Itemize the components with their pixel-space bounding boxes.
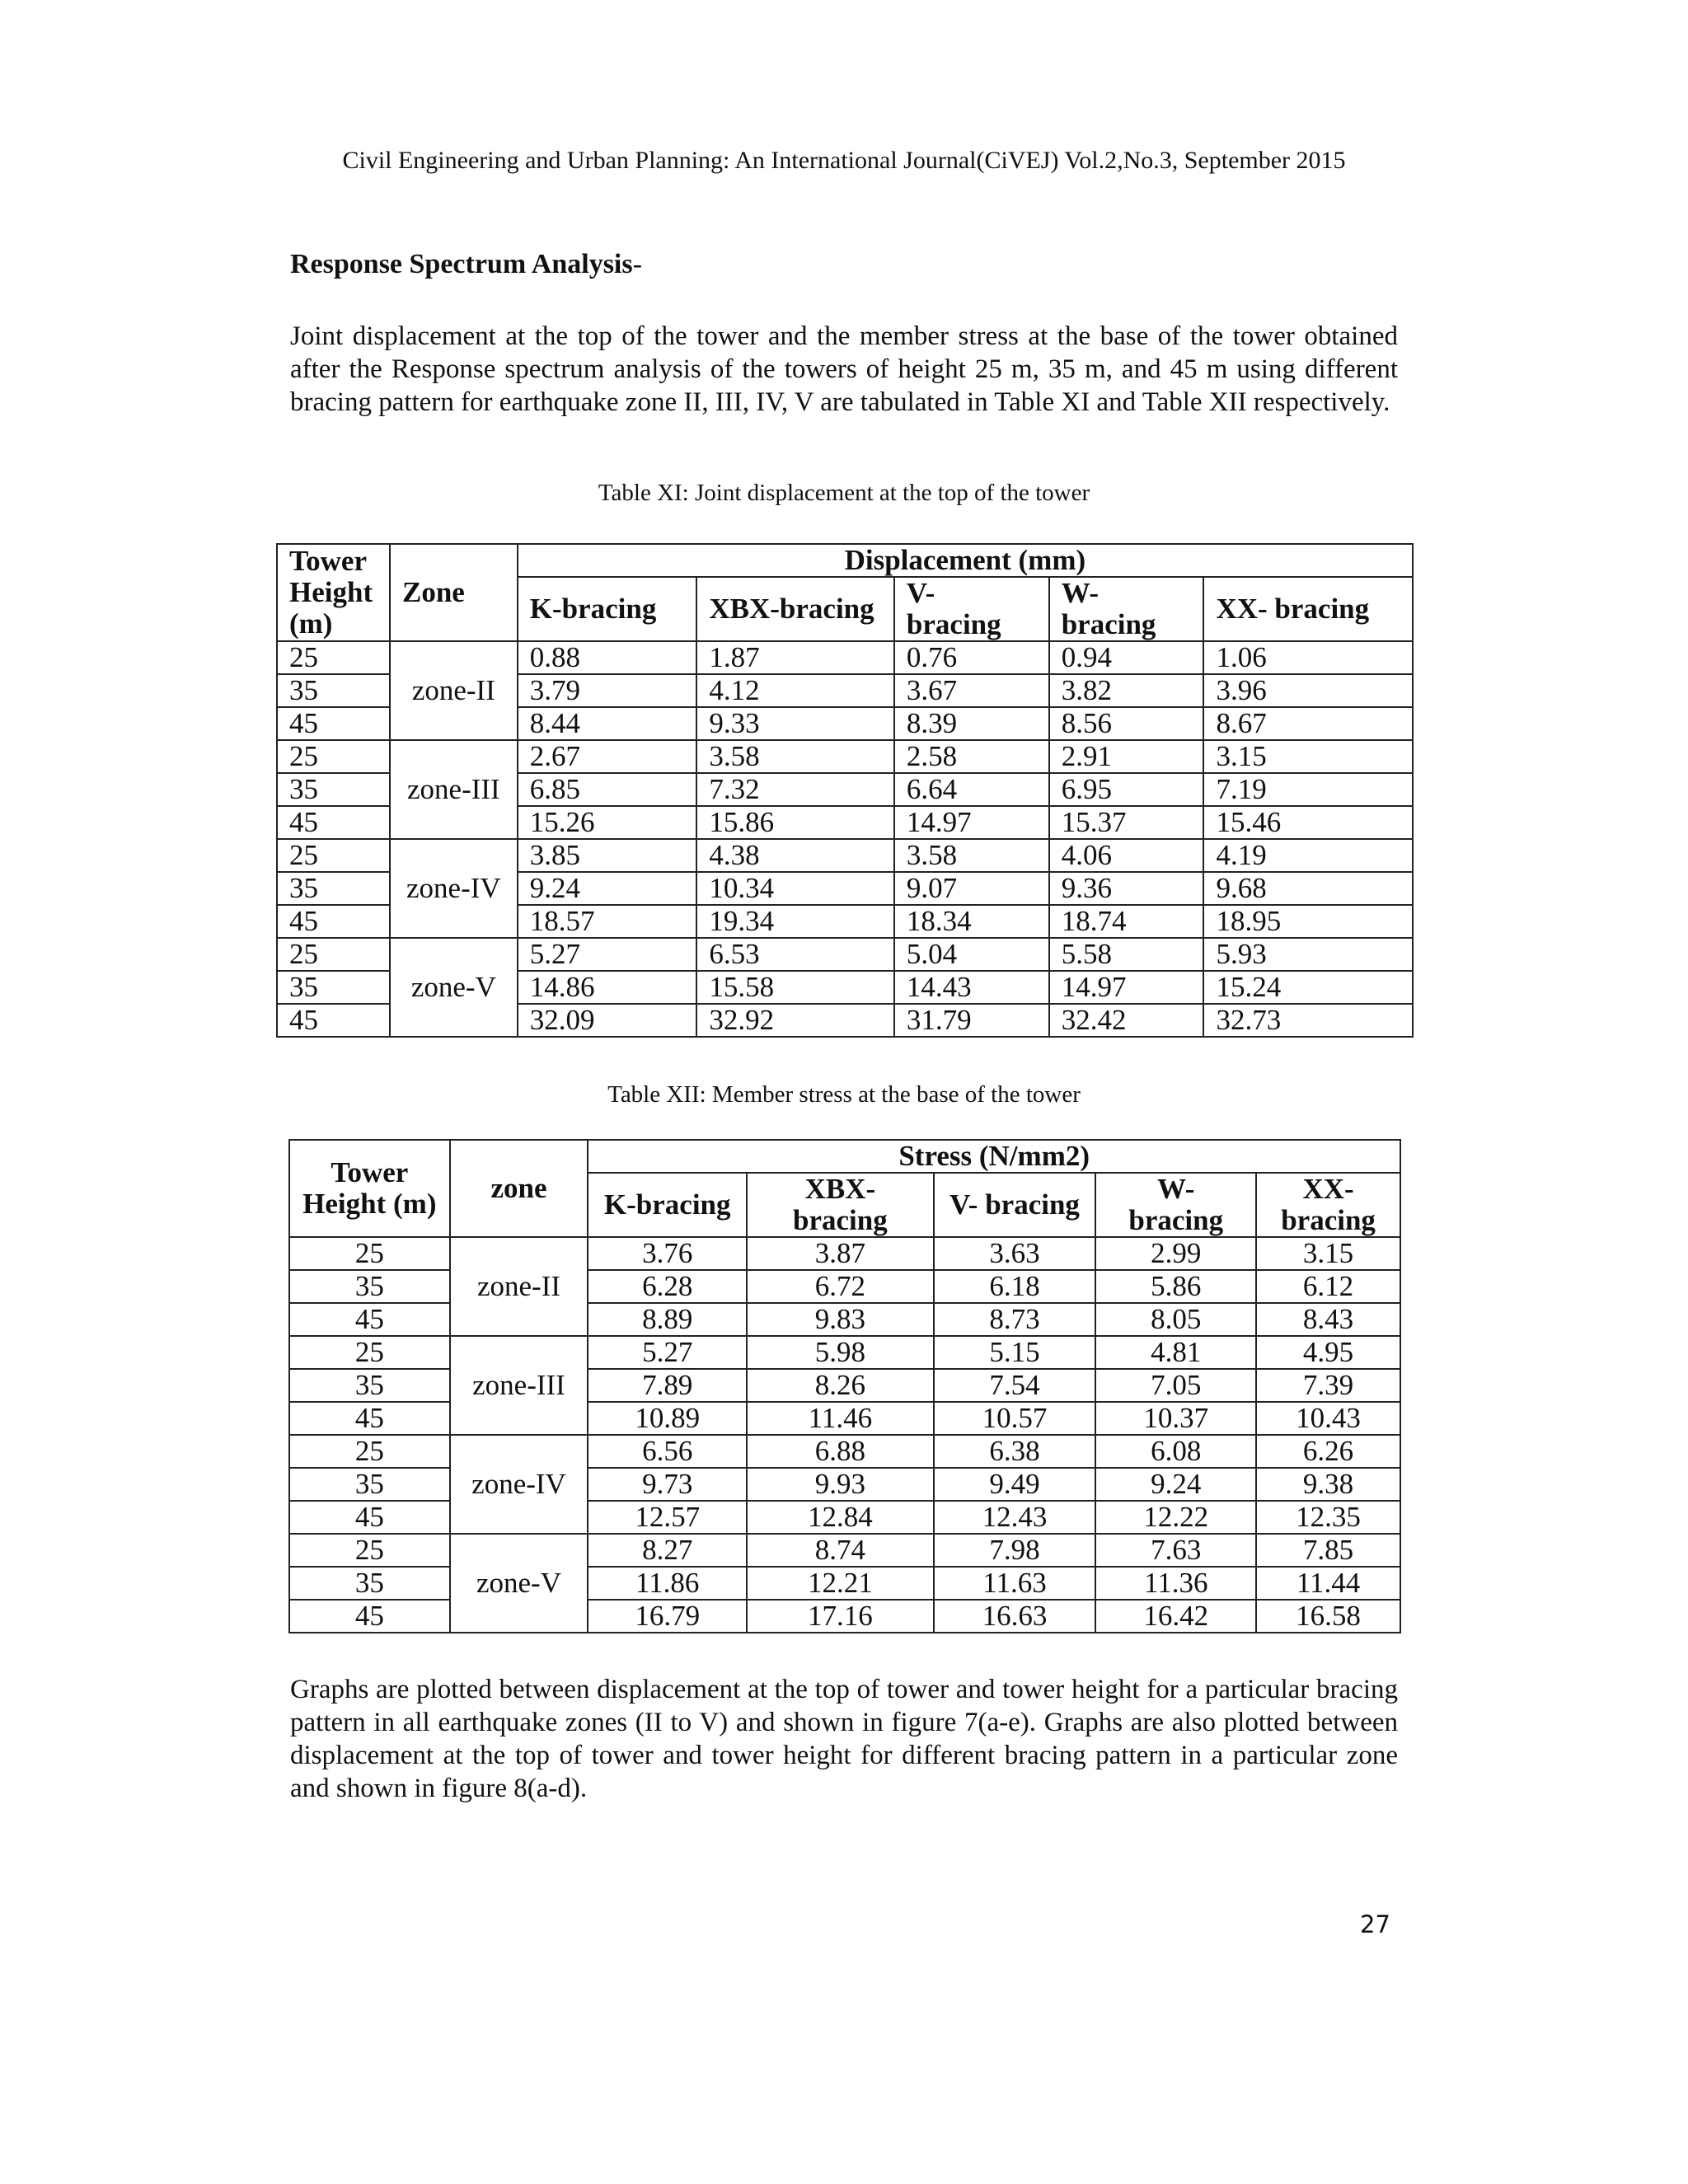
column-header-v-bracing: V- bracing: [894, 577, 1049, 641]
value-cell: 2.91: [1049, 740, 1204, 773]
value-cell: 3.87: [747, 1237, 934, 1270]
value-cell: 10.34: [696, 872, 894, 905]
zone-cell: zone-IV: [390, 839, 518, 938]
tower-height-cell: 25: [289, 1237, 450, 1270]
table-row: [289, 1435, 1400, 1468]
journal-header: Civil Engineering and Urban Planning: An International Journal(CiVEJ) Vol.2,No.3, September 2015: [342, 147, 1346, 174]
tower-height-cell: 25: [277, 839, 390, 872]
tower-height-cell: 45: [277, 806, 390, 839]
value-cell: 31.79: [894, 1004, 1049, 1037]
tower-height-cell: 45: [289, 1600, 450, 1633]
page-number: 27: [1360, 1910, 1390, 1938]
value-cell: 4.38: [696, 839, 894, 872]
zone-cell: zone-II: [450, 1237, 588, 1336]
value-cell: 7.05: [1095, 1369, 1256, 1402]
column-header-tower-height: Tower Height (m): [289, 1140, 450, 1237]
section-heading-text: Response Spectrum Analysis: [290, 249, 633, 279]
value-cell: 12.43: [934, 1501, 1096, 1534]
tower-height-cell: 45: [289, 1501, 450, 1534]
tower-height-cell: 45: [277, 905, 390, 938]
table-row: [289, 1336, 1400, 1369]
value-cell: 7.89: [588, 1369, 747, 1402]
value-cell: 5.27: [518, 938, 697, 971]
zone-cell: zone-III: [390, 740, 518, 839]
value-cell: 3.85: [518, 839, 697, 872]
value-cell: 9.73: [588, 1468, 747, 1501]
value-cell: 3.58: [696, 740, 894, 773]
value-cell: 15.46: [1203, 806, 1413, 839]
value-cell: 12.35: [1256, 1501, 1400, 1534]
value-cell: 11.36: [1095, 1567, 1256, 1600]
zone-cell: zone-III: [450, 1336, 588, 1435]
value-cell: 4.12: [696, 674, 894, 707]
value-cell: 10.37: [1095, 1402, 1256, 1435]
value-cell: 10.43: [1256, 1402, 1400, 1435]
value-cell: 14.43: [894, 971, 1049, 1004]
value-cell: 11.46: [747, 1402, 934, 1435]
value-cell: 3.79: [518, 674, 697, 707]
table-row: [289, 1237, 1400, 1270]
value-cell: 32.42: [1049, 1004, 1204, 1037]
column-header-zone: zone: [450, 1140, 588, 1237]
value-cell: 6.95: [1049, 773, 1204, 806]
value-cell: 17.16: [747, 1600, 934, 1633]
tower-height-cell: 45: [289, 1303, 450, 1336]
value-cell: 6.18: [934, 1270, 1096, 1303]
column-header-w-bracing: W- bracing: [1049, 577, 1204, 641]
value-cell: 8.43: [1256, 1303, 1400, 1336]
value-cell: 0.76: [894, 641, 1049, 674]
value-cell: 6.85: [518, 773, 697, 806]
value-cell: 9.24: [518, 872, 697, 905]
column-header-xbx-bracing: XBX- bracing: [747, 1173, 934, 1237]
value-cell: 6.38: [934, 1435, 1096, 1468]
value-cell: 4.95: [1256, 1336, 1400, 1369]
value-cell: 4.06: [1049, 839, 1204, 872]
value-cell: 1.87: [696, 641, 894, 674]
value-cell: 8.73: [934, 1303, 1096, 1336]
value-cell: 6.53: [696, 938, 894, 971]
value-cell: 6.08: [1095, 1435, 1256, 1468]
value-cell: 0.88: [518, 641, 697, 674]
value-cell: 3.67: [894, 674, 1049, 707]
value-cell: 11.86: [588, 1567, 747, 1600]
column-header-tower-height: Tower Height (m): [277, 544, 390, 641]
value-cell: 12.22: [1095, 1501, 1256, 1534]
column-header-v-bracing: V- bracing: [934, 1173, 1096, 1237]
tower-height-cell: 45: [277, 1004, 390, 1037]
tower-height-cell: 25: [277, 740, 390, 773]
table-row: [277, 839, 1413, 872]
value-cell: 32.92: [696, 1004, 894, 1037]
value-cell: 15.24: [1203, 971, 1413, 1004]
column-header-zone: Zone: [390, 544, 518, 641]
table-row: [289, 1534, 1400, 1567]
value-cell: 19.34: [696, 905, 894, 938]
zone-cell: zone-II: [390, 641, 518, 740]
value-cell: 11.63: [934, 1567, 1096, 1600]
value-cell: 7.54: [934, 1369, 1096, 1402]
value-cell: 5.86: [1095, 1270, 1256, 1303]
tower-height-cell: 35: [277, 872, 390, 905]
section-heading: [290, 249, 642, 280]
value-cell: 18.95: [1203, 905, 1413, 938]
value-cell: 9.24: [1095, 1468, 1256, 1501]
tower-height-cell: 25: [277, 938, 390, 971]
section-heading-suffix: -: [632, 249, 642, 279]
value-cell: 3.58: [894, 839, 1049, 872]
value-cell: 6.72: [747, 1270, 934, 1303]
tower-height-cell: 25: [289, 1435, 450, 1468]
tower-height-cell: 35: [289, 1369, 450, 1402]
intro-paragraph: Joint displacement at the top of the tower and the member stress at the base of the tower obtained after the Response spectrum analysis of the towers of height 25 m, 35 m, and 45 m using different bracing pattern for earthquake zone II, III, IV, V are tabulated in Table XI and Table XII respectively.: [290, 321, 1398, 417]
tower-height-cell: 45: [289, 1402, 450, 1435]
value-cell: 6.28: [588, 1270, 747, 1303]
value-cell: 8.39: [894, 707, 1049, 740]
value-cell: 6.88: [747, 1435, 934, 1468]
table-xi-body: [277, 641, 1413, 1037]
value-cell: 4.19: [1203, 839, 1413, 872]
value-cell: 9.36: [1049, 872, 1204, 905]
table-xii-body: [289, 1237, 1400, 1633]
value-cell: 16.42: [1095, 1600, 1256, 1633]
value-cell: 18.57: [518, 905, 697, 938]
value-cell: 12.84: [747, 1501, 934, 1534]
value-cell: 5.58: [1049, 938, 1204, 971]
value-cell: 6.56: [588, 1435, 747, 1468]
value-cell: 7.63: [1095, 1534, 1256, 1567]
zone-cell: zone-V: [390, 938, 518, 1037]
tower-height-cell: 35: [277, 971, 390, 1004]
value-cell: 3.15: [1256, 1237, 1400, 1270]
table-row: [277, 938, 1413, 971]
tower-height-cell: 35: [289, 1270, 450, 1303]
value-cell: 32.73: [1203, 1004, 1413, 1037]
value-cell: 8.44: [518, 707, 697, 740]
tower-height-cell: 25: [289, 1534, 450, 1567]
value-cell: 8.05: [1095, 1303, 1256, 1336]
value-cell: 12.57: [588, 1501, 747, 1534]
column-header-xx-bracing: XX- bracing: [1203, 577, 1413, 641]
tower-height-cell: 35: [277, 773, 390, 806]
value-cell: 3.76: [588, 1237, 747, 1270]
value-cell: 5.04: [894, 938, 1049, 971]
tower-height-cell: 25: [277, 641, 390, 674]
zone-cell: zone-V: [450, 1534, 588, 1633]
value-cell: 11.44: [1256, 1567, 1400, 1600]
value-cell: 10.89: [588, 1402, 747, 1435]
value-cell: 16.63: [934, 1600, 1096, 1633]
column-header-k-bracing: K-bracing: [588, 1173, 747, 1237]
table-row: [277, 740, 1413, 773]
value-cell: 8.89: [588, 1303, 747, 1336]
value-cell: 15.26: [518, 806, 697, 839]
value-cell: 7.39: [1256, 1369, 1400, 1402]
column-header-xbx-bracing: XBX-bracing: [696, 577, 894, 641]
value-cell: 15.37: [1049, 806, 1204, 839]
value-cell: 2.58: [894, 740, 1049, 773]
value-cell: 1.06: [1203, 641, 1413, 674]
value-cell: 6.26: [1256, 1435, 1400, 1468]
value-cell: 9.33: [696, 707, 894, 740]
value-cell: 8.56: [1049, 707, 1204, 740]
value-cell: 14.97: [894, 806, 1049, 839]
value-cell: 5.98: [747, 1336, 934, 1369]
value-cell: 9.07: [894, 872, 1049, 905]
value-cell: 5.93: [1203, 938, 1413, 971]
value-cell: 5.15: [934, 1336, 1096, 1369]
column-header-w-bracing: W- bracing: [1095, 1173, 1256, 1237]
table-xii-caption: Table XII: Member stress at the base of the tower: [607, 1081, 1081, 1108]
value-cell: 3.15: [1203, 740, 1413, 773]
value-cell: 8.74: [747, 1534, 934, 1567]
value-cell: 6.12: [1256, 1270, 1400, 1303]
tower-height-cell: 45: [277, 707, 390, 740]
value-cell: 2.67: [518, 740, 697, 773]
value-cell: 9.93: [747, 1468, 934, 1501]
value-cell: 32.09: [518, 1004, 697, 1037]
table-row: [277, 641, 1413, 674]
value-cell: 14.97: [1049, 971, 1204, 1004]
value-cell: 3.63: [934, 1237, 1096, 1270]
closing-paragraph: Graphs are plotted between displacement at the top of tower and tower height for a particular bracing pattern in all earthquake zones (II to V) and shown in figure 7(a-e). Graphs are also plotted between displacement at the top of tower and tower height for different bracing pattern in a particular zone and shown in figure 8(a-d).: [290, 1675, 1398, 1803]
value-cell: 15.58: [696, 971, 894, 1004]
table-xi-joint-displacement: [276, 543, 1414, 1038]
tower-height-cell: 35: [277, 674, 390, 707]
table-xi-caption: Table XI: Joint displacement at the top of the tower: [598, 480, 1090, 506]
tower-height-cell: 35: [289, 1468, 450, 1501]
value-cell: 9.38: [1256, 1468, 1400, 1501]
value-cell: 8.67: [1203, 707, 1413, 740]
value-cell: 8.27: [588, 1534, 747, 1567]
value-cell: 3.82: [1049, 674, 1204, 707]
value-cell: 15.86: [696, 806, 894, 839]
value-cell: 2.99: [1095, 1237, 1256, 1270]
table-xii-member-stress: [288, 1139, 1401, 1633]
value-cell: 12.21: [747, 1567, 934, 1600]
value-cell: 18.74: [1049, 905, 1204, 938]
value-cell: 9.83: [747, 1303, 934, 1336]
value-cell: 7.85: [1256, 1534, 1400, 1567]
value-cell: 14.86: [518, 971, 697, 1004]
value-cell: 7.98: [934, 1534, 1096, 1567]
value-cell: 5.27: [588, 1336, 747, 1369]
value-cell: 7.32: [696, 773, 894, 806]
value-cell: 6.64: [894, 773, 1049, 806]
column-group-stress: Stress (N/mm2): [588, 1140, 1400, 1173]
zone-cell: zone-IV: [450, 1435, 588, 1534]
value-cell: 9.68: [1203, 872, 1413, 905]
column-header-xx-bracing: XX- bracing: [1256, 1173, 1400, 1237]
value-cell: 3.96: [1203, 674, 1413, 707]
tower-height-cell: 25: [289, 1336, 450, 1369]
value-cell: 16.79: [588, 1600, 747, 1633]
value-cell: 10.57: [934, 1402, 1096, 1435]
value-cell: 0.94: [1049, 641, 1204, 674]
value-cell: 16.58: [1256, 1600, 1400, 1633]
value-cell: 18.34: [894, 905, 1049, 938]
value-cell: 9.49: [934, 1468, 1096, 1501]
value-cell: 8.26: [747, 1369, 934, 1402]
column-header-k-bracing: K-bracing: [518, 577, 697, 641]
tower-height-cell: 35: [289, 1567, 450, 1600]
value-cell: 7.19: [1203, 773, 1413, 806]
column-group-displacement: Displacement (mm): [518, 544, 1413, 577]
value-cell: 4.81: [1095, 1336, 1256, 1369]
